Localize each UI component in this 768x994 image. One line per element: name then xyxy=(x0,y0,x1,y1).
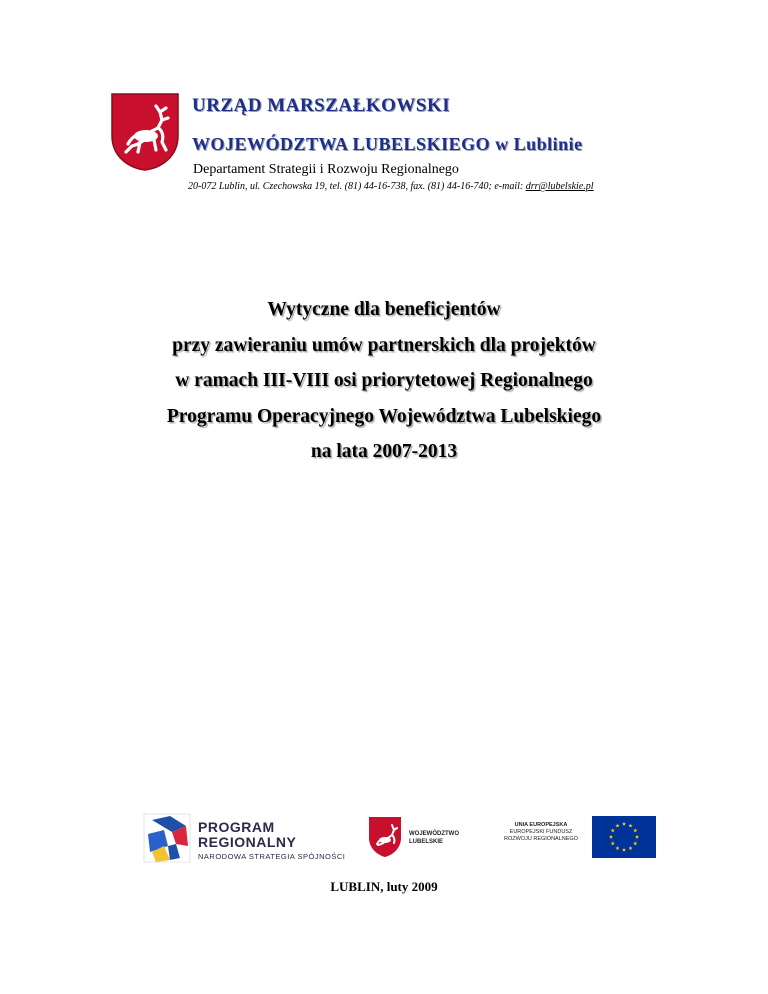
program-star-icon xyxy=(142,812,192,864)
crest-deer-icon xyxy=(110,92,180,172)
wojewodztwo-lubelskie-logo xyxy=(368,816,478,862)
eu-line3: ROZWOJU REGIONALNEGO xyxy=(504,836,578,842)
department-name: Departament Strategii i Rozwoju Regionalnego xyxy=(193,162,459,177)
contact-address: 20-072 Lublin, ul. Czechowska 19, tel. (81) 44-16-738, fax. (81) 44-16-740; e-mail: xyxy=(188,181,526,192)
eu-fund-text xyxy=(498,822,584,843)
office-name-line2: WOJEWÓDZTWA LUBELSKIEGO w Lublinie xyxy=(192,134,583,154)
contact-info xyxy=(188,181,594,192)
title-line-2: przy zawieraniu umów partnerskich dla projektów xyxy=(172,334,596,356)
eu-line1: UNIA EUROPEJSKA xyxy=(514,822,568,828)
voivodeship-crest-icon xyxy=(368,816,402,858)
program-regionalny-logo xyxy=(140,812,350,864)
title-line-1: Wytyczne dla beneficjentów xyxy=(267,299,501,320)
voivodeship-text xyxy=(409,830,459,846)
voivodeship-line1: WOJEWÓDZTWO xyxy=(409,831,459,837)
title-line-4: Programu Operacyjnego Województwa Lubelskiego xyxy=(166,405,602,427)
letterhead xyxy=(110,92,630,202)
program-text-line3: NARODOWA STRATEGIA SPÓJNOŚCI xyxy=(198,852,346,861)
title-line-5: na lata 2007-2013 xyxy=(310,441,458,462)
program-text-line1: PROGRAM xyxy=(198,819,275,835)
funding-logos xyxy=(140,812,660,872)
place-and-date: LUBLIN, luty 2009 xyxy=(330,879,438,894)
contact-email-link[interactable]: drr@lubelskie.pl xyxy=(525,181,594,192)
eu-flag-icon xyxy=(592,816,656,858)
office-name-line1: URZĄD MARSZAŁKOWSKI xyxy=(192,95,451,116)
title-line-3: w ramach III-VIII osi priorytetowej Regionalnego xyxy=(175,370,593,391)
document-title xyxy=(0,292,768,470)
voivodeship-line2: LUBELSKIE xyxy=(409,839,444,845)
eu-line2: EUROPEJSKI FUNDUSZ xyxy=(509,829,573,835)
program-text-line2: REGIONALNY xyxy=(198,834,297,850)
